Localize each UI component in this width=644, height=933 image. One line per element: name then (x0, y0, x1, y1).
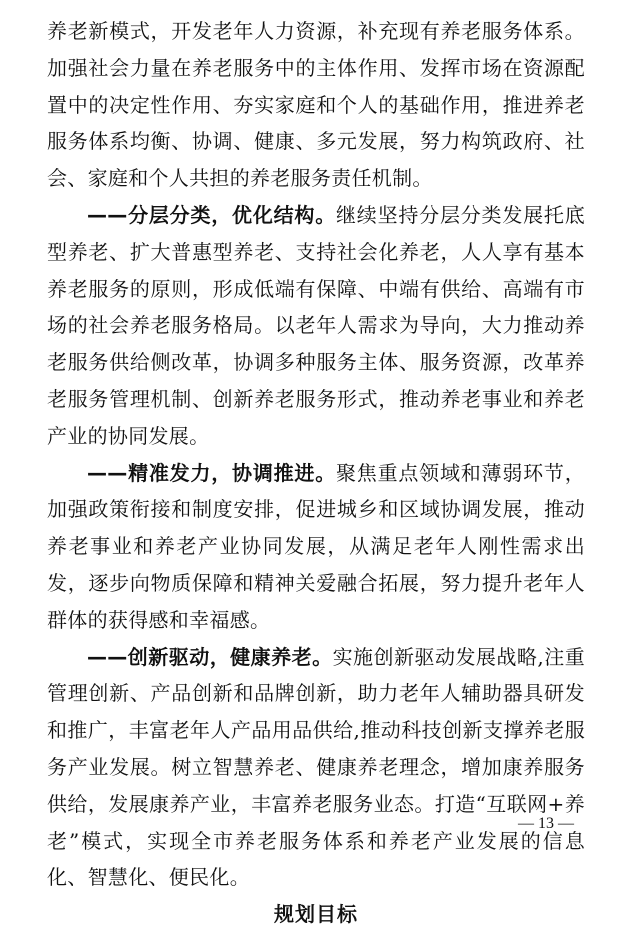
paragraph-innovation-driven (47, 639, 585, 897)
paragraph-text: 实施创新驱动发展战略,注重管理创新、产品创新和品牌创新，助力老年人辅助器具研发和推广，丰富老年人产品用品供给,推动科技创新支撑养老服务产业发展。树立智慧养老、健康养老理念，增加康养服务供给，发展康养产业，丰富养老服务业态。打造“互联网+养老”模式，实现全市养老服务体系和养老产业发展的信息化、智慧化、便民化。 (47, 644, 585, 890)
paragraph-continuation (47, 13, 585, 197)
paragraph-lead: ——精准发力，协调推进。 (87, 460, 336, 485)
document-body (47, 13, 585, 933)
page-number: — 13 — (518, 815, 574, 832)
paragraph-text: 养老新模式，开发老年人力资源，补充现有养老服务体系。加强社会力量在养老服务中的主体作用、发挥市场在资源配置中的决定性作用、夯实家庭和个人的基础作用，推进养老服务体系均衡、协调、健康、多元发展，努力构筑政府、社会、家庭和个人共担的养老服务责任机制。 (47, 19, 585, 191)
paragraph-text: 聚焦重点领域和薄弱环节，加强政策衔接和制度安排，促进城乡和区域协调发展，推动养老事业和养老产业协同发展，从满足老年人刚性需求出发，逐步向物质保障和精神关爱融合拓展，努力提升老年人群体的获得感和幸福感。 (47, 460, 585, 632)
paragraph-precise-effort (47, 455, 585, 639)
paragraph-text: 继续坚持分层分类发展托底型养老、扩大普惠型养老、支持社会化养老，人人享有基本养老服务的原则，形成低端有保障、中端有供给、高端有市场的社会养老服务格局。以老年人需求为导向，大力推动养老服务供给侧改革，协调多种服务主体、服务资源，改革养老服务管理机制、创新养老服务形式，推动养老事业和养老产业的协同发展。 (47, 202, 585, 448)
paragraph-lead: ——分层分类，优化结构。 (87, 202, 336, 227)
paragraph-lead: ——创新驱动，健康养老。 (87, 644, 333, 669)
section-heading: 规划目标 (274, 902, 358, 927)
paragraph-layered-classification (47, 197, 585, 455)
